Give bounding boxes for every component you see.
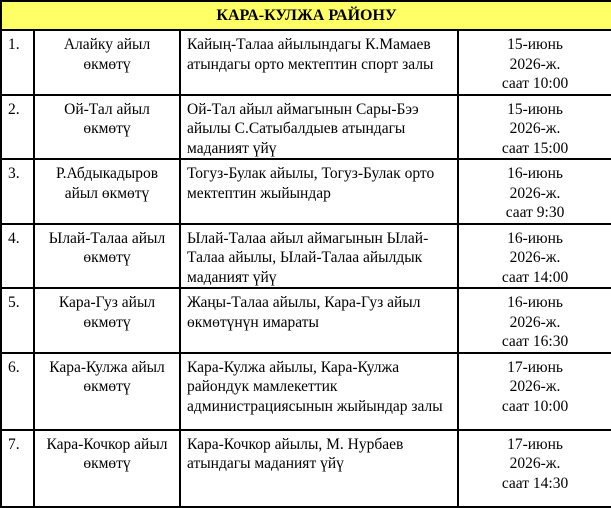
meeting-datetime xyxy=(458,430,611,507)
meeting-time: саат 14:30 xyxy=(501,474,569,492)
district-title: КАРА-КУЛЖА РАЙОНУ xyxy=(1,1,611,30)
meeting-year: 2026-ж. xyxy=(509,249,561,266)
meeting-year: 2026-ж. xyxy=(509,120,561,137)
meeting-date: 17-июнь xyxy=(507,435,563,453)
meeting-place: Кара-Кочкор айылы, М. Нурбаев атындагы маданият үйү xyxy=(180,430,458,507)
table-row xyxy=(1,95,611,160)
row-number: 1. xyxy=(1,30,34,95)
meeting-date: 17-июнь xyxy=(507,358,563,376)
meeting-datetime xyxy=(458,30,611,95)
meeting-place: Кайың-Талаа айылындагы К.Мамаев атындагы орто мектептин спорт залы xyxy=(180,30,458,95)
meeting-year: 2026-ж. xyxy=(509,455,561,472)
meeting-time: саат 15:00 xyxy=(501,139,569,157)
row-number: 3. xyxy=(1,159,34,224)
row-number: 6. xyxy=(1,353,34,430)
table-row xyxy=(1,159,611,224)
ayil-okmotu: Р.Абдыкадыров айыл өкмөтү xyxy=(34,159,180,224)
row-number: 2. xyxy=(1,95,34,160)
meeting-time: саат 16:30 xyxy=(501,333,569,350)
meeting-datetime xyxy=(458,159,611,224)
ayil-okmotu: Алайку айыл өкмөтү xyxy=(34,30,180,95)
meeting-place: Ой-Тал айыл аймагынын Сары-Бээ айылы С.Сатыбалдыев атындагы маданият үйү xyxy=(180,95,458,160)
ayil-okmotu: Ой-Тал айыл өкмөтү xyxy=(34,95,180,160)
table-row xyxy=(1,353,611,430)
meeting-date: 16-июнь xyxy=(507,165,563,182)
meeting-datetime xyxy=(458,95,611,160)
meeting-place: Ылай-Талаа айыл аймагынын Ылай-Талаа айылы, Ылай-Талаа айылдык маданият үйү xyxy=(180,224,458,289)
ayil-okmotu: Кара-Кочкор айыл өкмөтү xyxy=(34,430,180,507)
meeting-time: саат 10:00 xyxy=(501,397,569,415)
meeting-time: саат 9:30 xyxy=(505,204,565,221)
table-row xyxy=(1,430,611,507)
table-row xyxy=(1,288,611,353)
meeting-year: 2026-ж. xyxy=(509,378,561,395)
table-row xyxy=(1,224,611,289)
ayil-okmotu: Ылай-Талаа айыл өкмөтү xyxy=(34,224,180,289)
meeting-time: саат 10:00 xyxy=(501,75,569,92)
meeting-year: 2026-ж. xyxy=(509,313,561,331)
meeting-date: 16-июнь xyxy=(507,294,563,311)
table-row xyxy=(1,30,611,95)
ayil-okmotu: Кара-Кулжа айыл өкмөтү xyxy=(34,353,180,430)
ayil-okmotu: Кара-Гуз айыл өкмөтү xyxy=(34,288,180,353)
meeting-date: 15-июнь xyxy=(507,36,563,53)
meeting-place: Жаңы-Талаа айылы, Кара-Гуз айыл өкмөтүнүн имараты xyxy=(180,288,458,353)
meeting-year: 2026-ж. xyxy=(509,184,561,202)
meeting-time: саат 14:00 xyxy=(501,268,569,286)
meeting-place: Кара-Кулжа айылы, Кара-Кулжа райондук мамлекеттик администрациясынын жыйындар залы xyxy=(180,353,458,430)
meeting-datetime xyxy=(458,353,611,430)
row-number: 5. xyxy=(1,288,34,353)
meeting-date: 16-июнь xyxy=(507,229,563,247)
meeting-datetime xyxy=(458,224,611,289)
row-number: 7. xyxy=(1,430,34,507)
meeting-year: 2026-ж. xyxy=(509,55,561,73)
district-header-row xyxy=(1,1,611,30)
meeting-place: Тогуз-Булак айылы, Тогуз-Булак орто мектептин жыйындар xyxy=(180,159,458,224)
meeting-datetime xyxy=(458,288,611,353)
row-number: 4. xyxy=(1,224,34,289)
meeting-date: 15-июнь xyxy=(507,100,563,118)
